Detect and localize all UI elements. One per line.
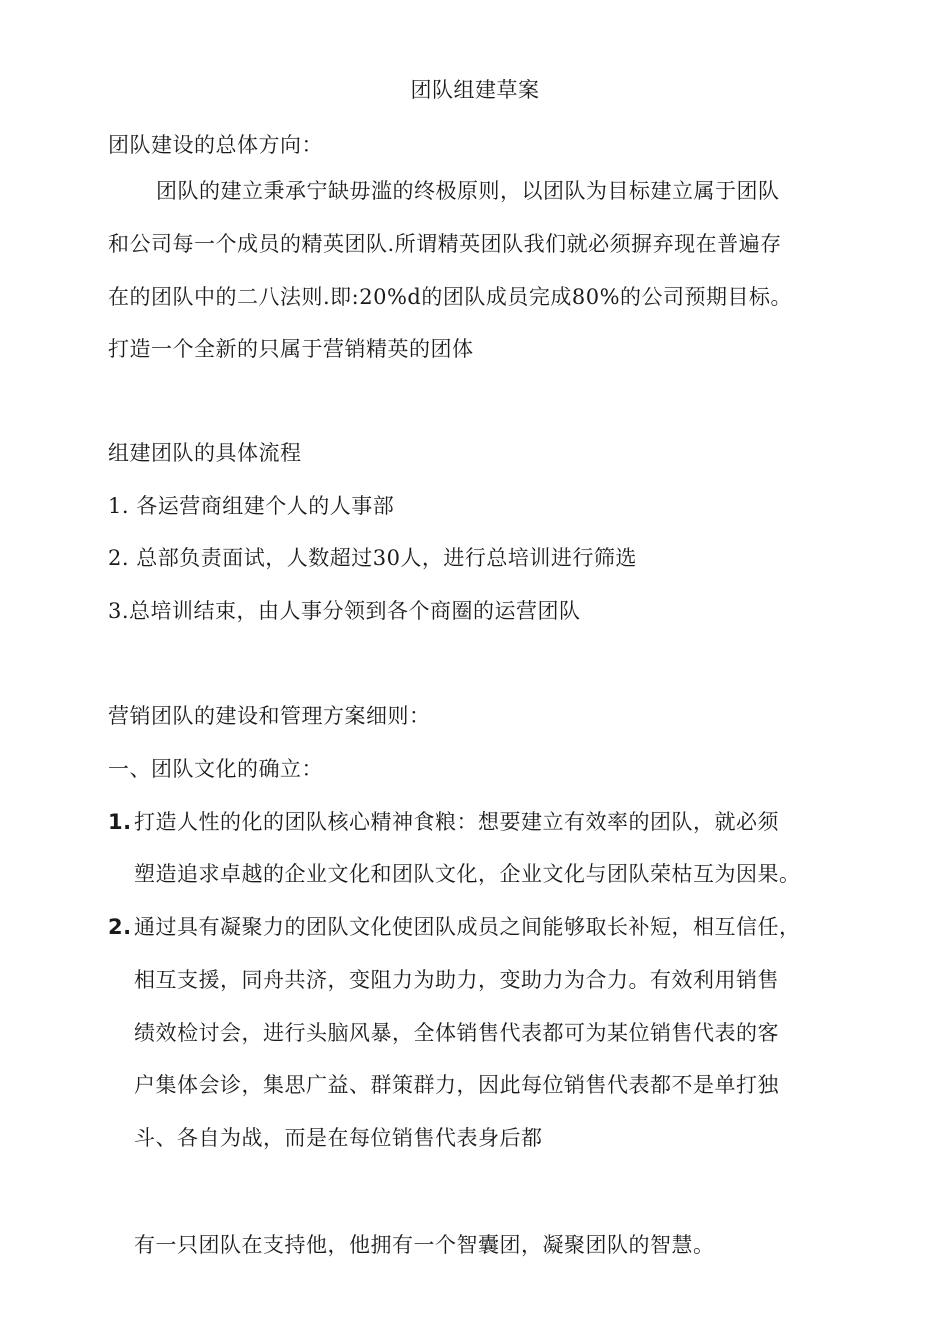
closing-line: 有一只团队在支持他，他拥有一个智囊团，凝聚团队的智慧。: [134, 1233, 715, 1257]
item-line: 打造人性的化的团队核心精神食粮：想要建立有效率的团队，就必须: [134, 810, 779, 834]
section-heading-management: 营销团队的建设和管理方案细则：: [108, 704, 431, 728]
process-step: 2. 总部负责面试，人数超过30人，进行总培训进行筛选: [108, 546, 637, 570]
process-step: 3.总培训结束，由人事分领到各个商圈的运营团队: [108, 599, 581, 623]
paragraph-line: 打造一个全新的只属于营销精英的团体: [108, 337, 474, 361]
item-line: 绩效检讨会，进行头脑风暴，全体销售代表都可为某位销售代表的客: [134, 1021, 779, 1045]
item-number: 2.: [108, 915, 132, 939]
paragraph-line: 在的团队中的二八法则.即:20%d的团队成员完成80%的公司预期目标。: [108, 285, 793, 309]
document-title: 团队组建草案: [410, 78, 540, 102]
paragraph-line: 和公司每一个成员的精英团队.所谓精英团队我们就必须摒弃现在普遍存: [108, 232, 782, 256]
item-number: 1.: [108, 810, 132, 834]
item-line: 相互支援，同舟共济，变阻力为助力，变助力为合力。有效利用销售: [134, 968, 779, 992]
subsection-heading-culture: 一、团队文化的确立：: [108, 757, 323, 781]
item-line: 斗、各自为战，而是在每位销售代表身后都: [134, 1126, 543, 1150]
process-step: 1. 各运营商组建个人的人事部: [108, 494, 395, 518]
item-line: 户集体会诊，集思广益、群策群力，因此每位销售代表都不是单打独: [134, 1073, 779, 1097]
item-line: 通过具有凝聚力的团队文化使团队成员之间能够取长补短，相互信任，: [134, 915, 801, 939]
section-heading-direction: 团队建设的总体方向：: [108, 133, 323, 157]
item-line: 塑造追求卓越的企业文化和团队文化，企业文化与团队荣枯互为因果。: [134, 862, 801, 886]
section-heading-process: 组建团队的具体流程: [108, 441, 302, 465]
paragraph-line: 团队的建立秉承宁缺毋滥的终极原则，以团队为目标建立属于团队: [156, 179, 780, 203]
